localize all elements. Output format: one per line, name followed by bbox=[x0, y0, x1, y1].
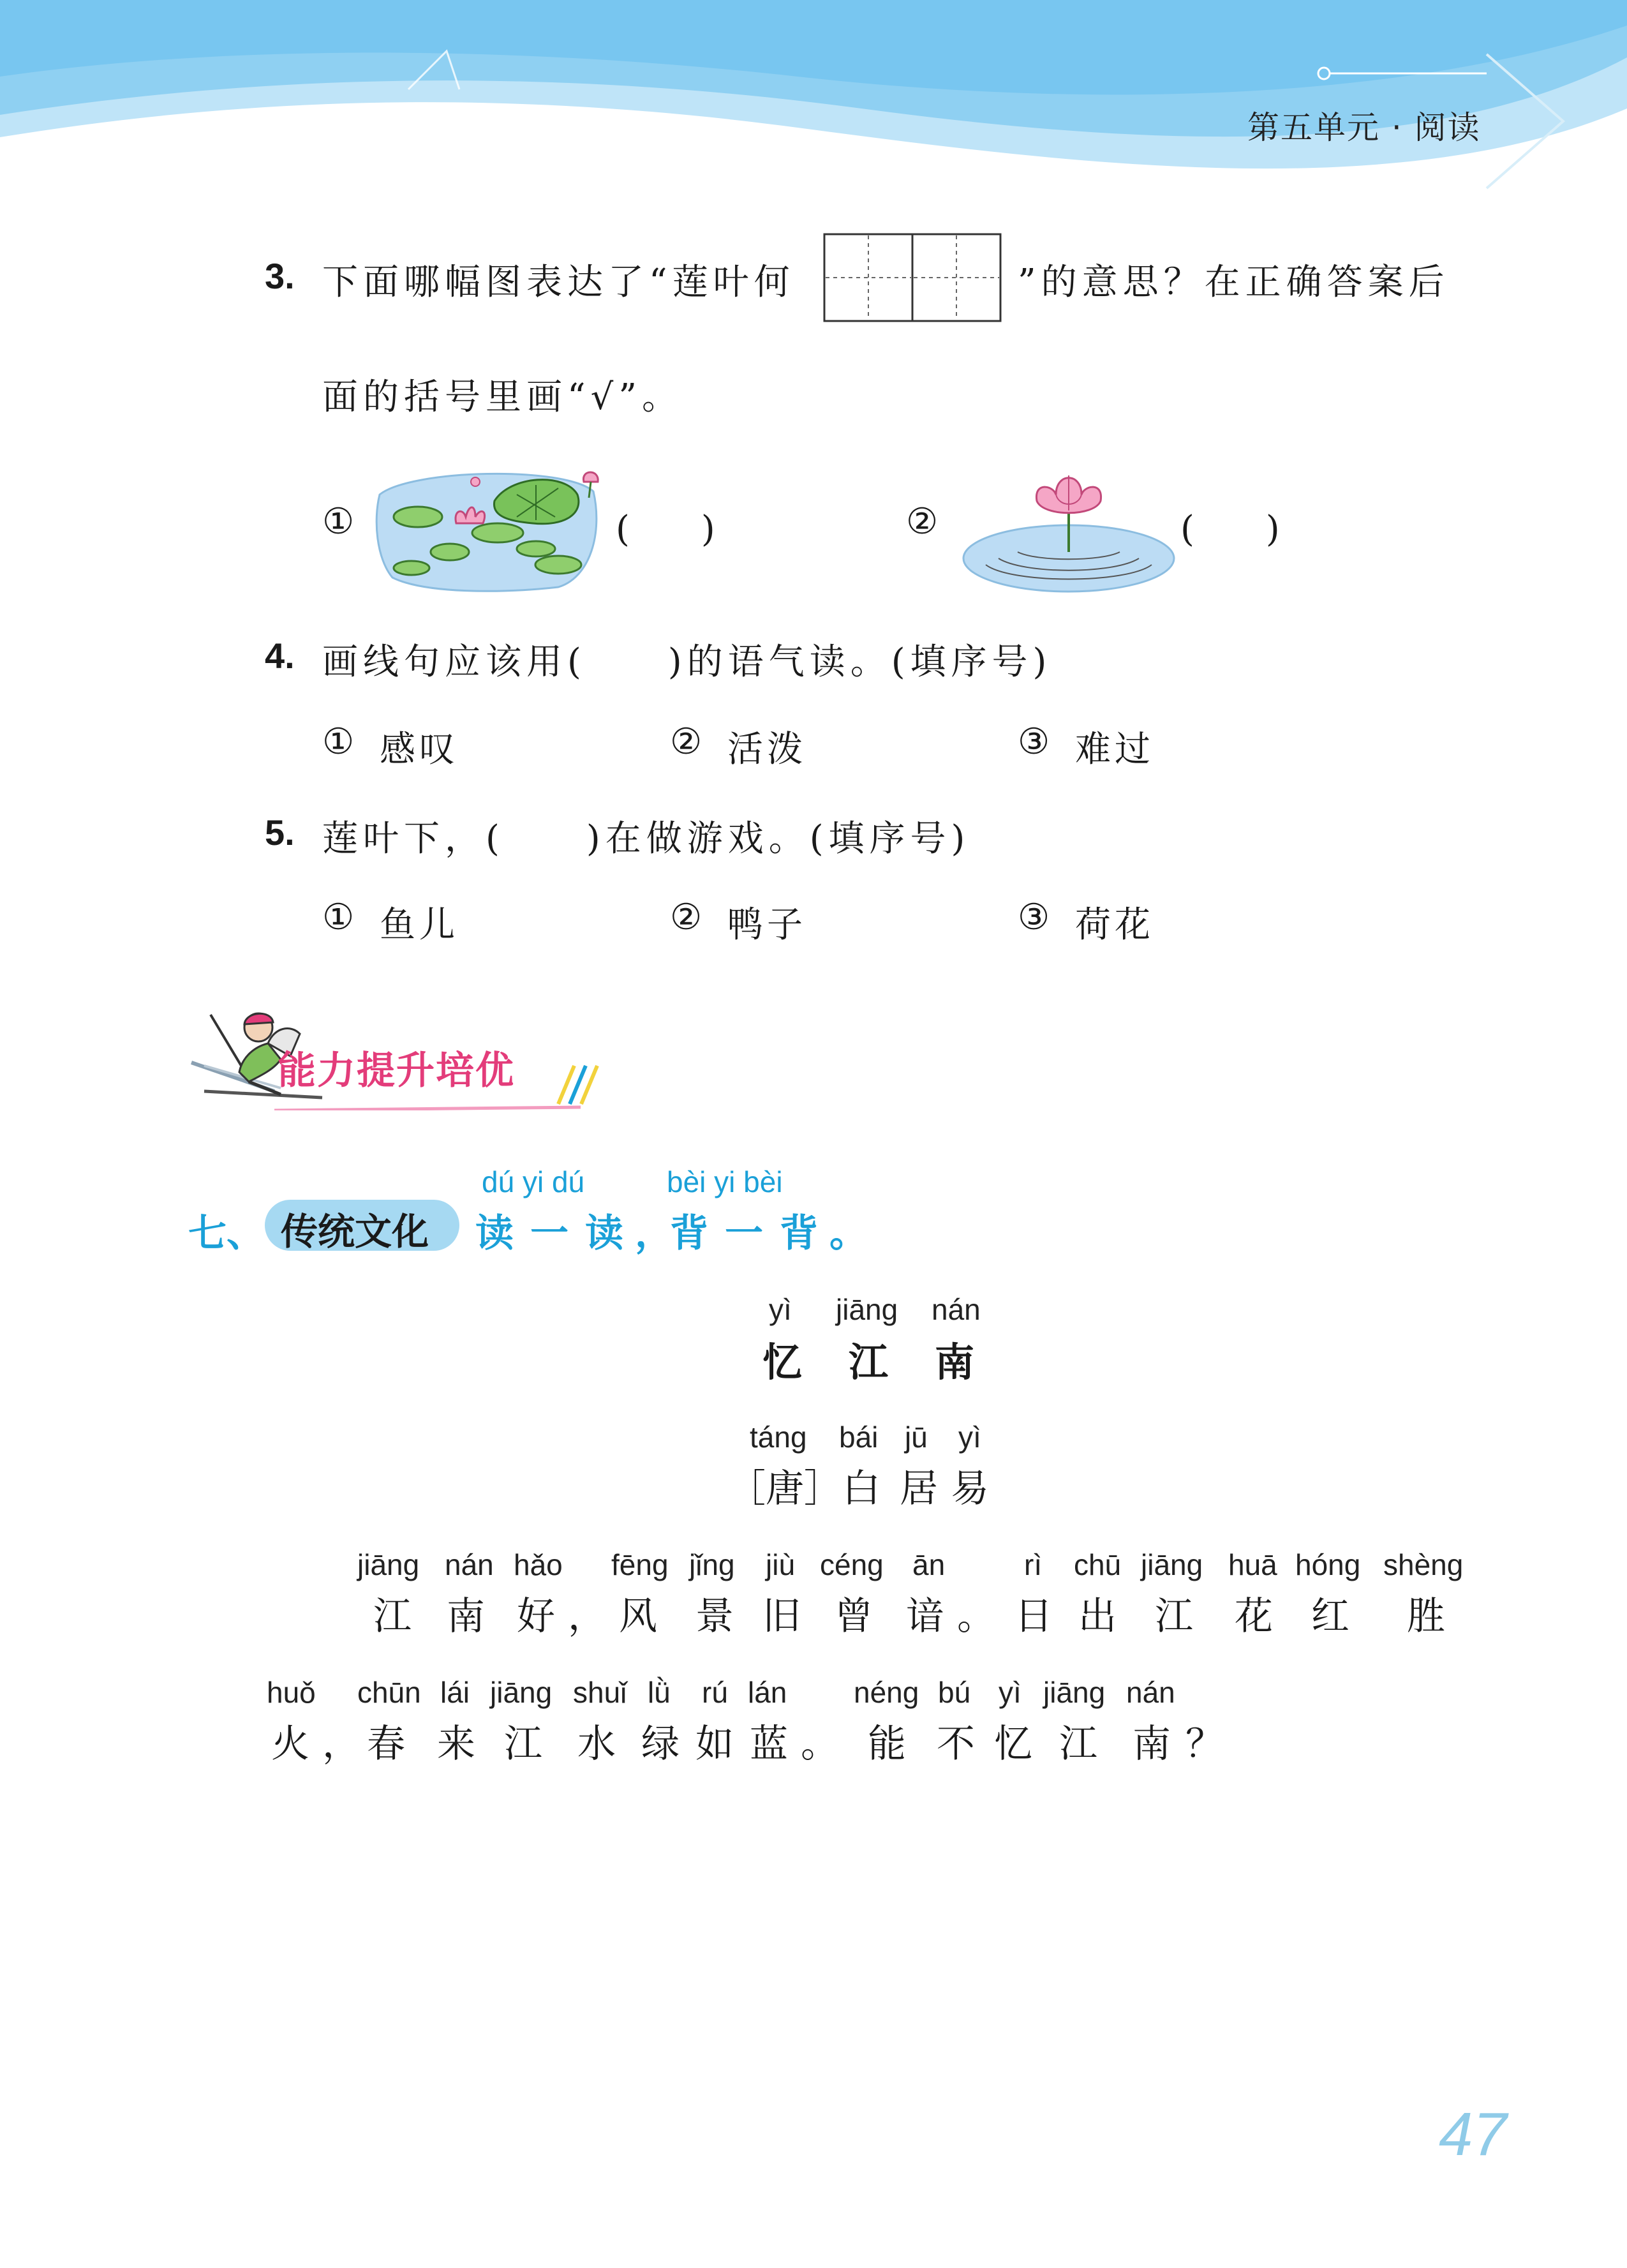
line1-char: 江 bbox=[373, 1594, 412, 1639]
line2-pinyin: lán bbox=[748, 1676, 787, 1709]
question-3-text-after: ”的意思？在正确答案后 bbox=[1018, 262, 1450, 303]
line2-pinyin: chūn bbox=[357, 1676, 421, 1709]
section-7-number: 七、 bbox=[188, 1211, 265, 1256]
line2-pinyin: jiāng bbox=[1043, 1676, 1106, 1709]
line2-pinyin: yì bbox=[999, 1676, 1022, 1709]
q3-option-1-answer[interactable]: ( ) bbox=[616, 509, 715, 550]
author-pinyin: yì bbox=[958, 1421, 981, 1454]
poem-title-pinyin: nán bbox=[932, 1293, 981, 1326]
line1-pinyin: céng bbox=[820, 1548, 884, 1581]
line1-char: 好 bbox=[517, 1594, 555, 1639]
line2-punct: ？ bbox=[1185, 1722, 1224, 1766]
author-pinyin: táng bbox=[750, 1421, 807, 1454]
q5-option-3-marker: ③ bbox=[1018, 897, 1054, 938]
q5-option-3-label[interactable]: 荷花 bbox=[1075, 904, 1154, 946]
poem-title-char: 忆 bbox=[762, 1339, 803, 1385]
line1-pinyin: nán bbox=[445, 1548, 494, 1581]
q5-option-2-marker: ② bbox=[670, 897, 706, 938]
poem-title-char: 南 bbox=[935, 1339, 975, 1385]
line2-pinyin: jiāng bbox=[490, 1676, 553, 1709]
section-7-instruction-end: 。 bbox=[829, 1211, 868, 1256]
author-char: 易 bbox=[951, 1466, 989, 1511]
author-char: 白 bbox=[842, 1466, 880, 1511]
author-pinyin: jū bbox=[905, 1421, 928, 1454]
line1-char: 日 bbox=[1014, 1594, 1053, 1639]
line2-char: 春 bbox=[367, 1722, 405, 1766]
line2-punct: 。 bbox=[801, 1722, 839, 1766]
question-4-text: 画线句应该用( )的语气读。(填序号) bbox=[322, 641, 1052, 683]
question-3-number: 3. bbox=[265, 256, 295, 296]
line2-char: 能 bbox=[868, 1722, 906, 1766]
line1-punct: 。 bbox=[957, 1594, 995, 1639]
question-5-number: 5. bbox=[265, 812, 295, 853]
line1-char: 曾 bbox=[835, 1594, 873, 1639]
section-7-instruction-2: 背一背 bbox=[670, 1211, 835, 1256]
section-7-instruction-sep: ， bbox=[635, 1211, 673, 1256]
q3-option-1-marker: ① bbox=[322, 501, 359, 542]
poem-title-char: 江 bbox=[849, 1339, 889, 1385]
line1-pinyin: hǎo bbox=[514, 1548, 563, 1581]
line1-char: 江 bbox=[1155, 1594, 1193, 1639]
line2-char: 南 bbox=[1133, 1722, 1171, 1766]
line2-char: 来 bbox=[437, 1722, 475, 1766]
q5-option-1-marker: ① bbox=[322, 897, 359, 938]
line2-char: 江 bbox=[1059, 1722, 1097, 1766]
line1-char: 风 bbox=[619, 1594, 657, 1639]
line2-punct: ， bbox=[322, 1722, 360, 1766]
line1-pinyin: jiù bbox=[766, 1548, 796, 1581]
line1-char: 红 bbox=[1311, 1594, 1349, 1639]
line2-char: 如 bbox=[695, 1722, 734, 1766]
line2-pinyin: lǜ bbox=[648, 1676, 671, 1709]
section-7-pinyin-1: dú yi dú bbox=[482, 1165, 585, 1198]
q5-option-1-label[interactable]: 鱼儿 bbox=[380, 904, 459, 946]
section-7-instruction-1: 读一读 bbox=[475, 1211, 640, 1256]
q3-option-2-marker: ② bbox=[906, 501, 942, 542]
author-char: 居 bbox=[900, 1466, 938, 1511]
line2-char: 水 bbox=[577, 1722, 616, 1766]
line2-char: 火 bbox=[271, 1722, 309, 1766]
q4-option-2-marker: ② bbox=[670, 721, 706, 763]
author-dynasty: ［唐］ bbox=[727, 1466, 842, 1511]
line1-pinyin: jiāng bbox=[357, 1548, 420, 1581]
q5-option-2-label[interactable]: 鸭子 bbox=[727, 904, 806, 946]
poem-title-pinyin: jiāng bbox=[836, 1293, 898, 1326]
line2-char: 蓝 bbox=[750, 1722, 788, 1766]
q4-option-2-label[interactable]: 活泼 bbox=[727, 729, 806, 770]
line1-pinyin: ān bbox=[912, 1548, 946, 1581]
line1-pinyin: jǐng bbox=[689, 1548, 735, 1581]
line1-punct: ， bbox=[568, 1594, 606, 1639]
line2-pinyin: huǒ bbox=[267, 1676, 316, 1709]
line2-pinyin: néng bbox=[854, 1676, 919, 1709]
line2-pinyin: shuǐ bbox=[573, 1676, 627, 1709]
line2-char: 忆 bbox=[994, 1722, 1032, 1766]
line1-pinyin: shèng bbox=[1383, 1548, 1464, 1581]
answer-grid-box[interactable] bbox=[823, 233, 1002, 322]
line2-char: 江 bbox=[504, 1722, 542, 1766]
unit-label: 第五单元 · 阅读 bbox=[1247, 109, 1481, 146]
line2-pinyin: bú bbox=[938, 1676, 971, 1709]
section-banner-title: 能力提升培优 bbox=[278, 1048, 515, 1093]
lotus-leaves-pond-image bbox=[373, 456, 603, 593]
line1-pinyin: fēng bbox=[611, 1548, 669, 1581]
q4-option-1-label[interactable]: 感叹 bbox=[380, 729, 459, 770]
line1-pinyin: huā bbox=[1228, 1548, 1277, 1581]
line1-char: 南 bbox=[447, 1594, 485, 1639]
question-3-text-before: 下面哪幅图表达了“莲叶何 bbox=[322, 262, 795, 303]
section-7-pinyin-2: bèi yi bèi bbox=[667, 1165, 783, 1198]
q4-option-1-marker: ① bbox=[322, 721, 359, 763]
question-3-text-line2: 面的括号里画“√”。 bbox=[322, 377, 683, 418]
line1-char: 景 bbox=[695, 1594, 734, 1639]
line1-pinyin: rì bbox=[1024, 1548, 1043, 1581]
question-5-text: 莲叶下，( )在做游戏。(填序号) bbox=[322, 818, 970, 860]
line1-char: 旧 bbox=[762, 1594, 801, 1639]
line1-pinyin: chū bbox=[1074, 1548, 1122, 1581]
line2-pinyin: rú bbox=[702, 1676, 728, 1709]
section-7-tag: 传统文化 bbox=[281, 1210, 429, 1253]
line1-char: 谙 bbox=[906, 1594, 944, 1639]
line2-char: 绿 bbox=[641, 1722, 680, 1766]
line2-pinyin: nán bbox=[1126, 1676, 1175, 1709]
question-4-number: 4. bbox=[265, 636, 295, 676]
author-pinyin: bái bbox=[839, 1421, 879, 1454]
line1-char: 胜 bbox=[1407, 1594, 1445, 1639]
q4-option-3-marker: ③ bbox=[1018, 721, 1054, 763]
line1-char: 出 bbox=[1078, 1594, 1117, 1639]
line1-pinyin: hóng bbox=[1295, 1548, 1361, 1581]
q4-option-3-label[interactable]: 难过 bbox=[1075, 729, 1154, 770]
line1-pinyin: jiāng bbox=[1141, 1548, 1203, 1581]
page-number: 47 bbox=[1439, 2100, 1507, 2168]
poem-title-pinyin: yì bbox=[769, 1293, 792, 1326]
lotus-flower-ripples-image bbox=[960, 456, 1177, 593]
q3-option-2-answer[interactable]: ( ) bbox=[1180, 509, 1280, 550]
line2-pinyin: lái bbox=[440, 1676, 470, 1709]
line1-char: 花 bbox=[1235, 1594, 1273, 1639]
line2-char: 不 bbox=[937, 1722, 975, 1766]
